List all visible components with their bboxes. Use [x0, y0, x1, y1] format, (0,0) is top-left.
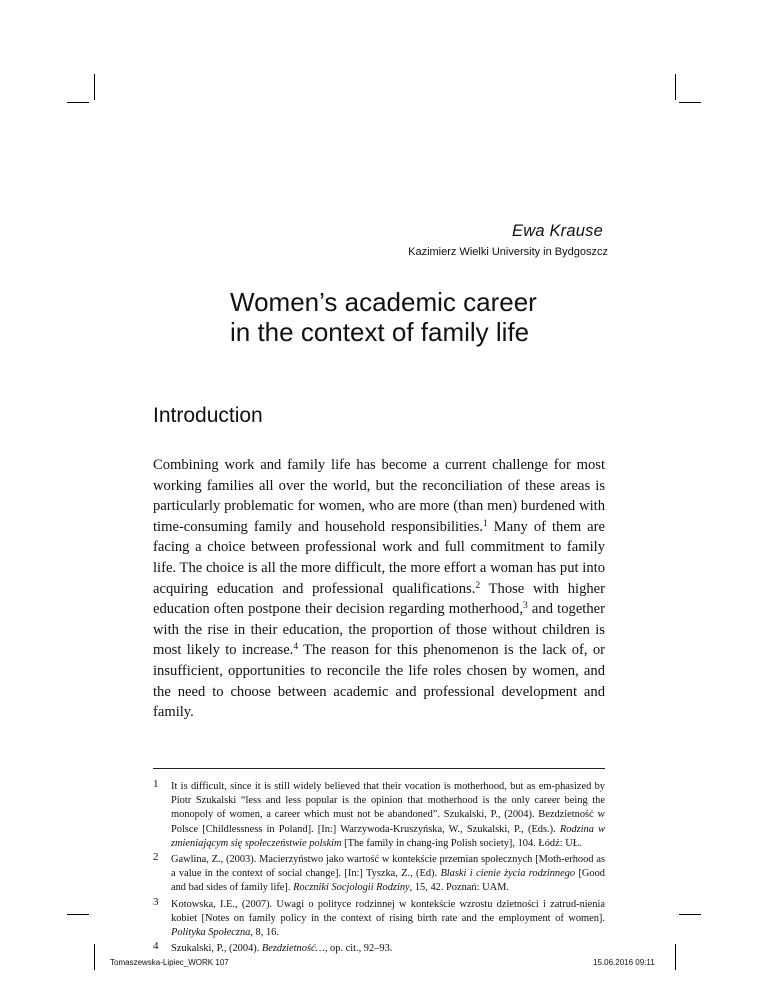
crop-mark-top-right-h — [679, 102, 701, 103]
footnote-ref-2: 2 — [475, 580, 481, 591]
section-heading: Introduction — [153, 404, 263, 427]
author-affiliation: Kazimierz Wielki University in Bydgoszcz — [408, 246, 608, 258]
crop-mark-bottom-left-h — [67, 914, 89, 915]
footnote-separator — [153, 768, 605, 769]
footnote-4 — [153, 942, 605, 956]
title-line-1: Women’s academic career — [230, 287, 537, 317]
footnote-2 — [153, 853, 605, 896]
footnote-text: , 8, 16. — [250, 927, 279, 939]
footnote-italic: Polityka Społeczna — [171, 927, 251, 939]
footnote-text: Szukalski, P., (2004). — [171, 943, 262, 955]
crop-mark-top-left-h — [67, 102, 89, 103]
footnote-text: , op. cit., 92–93. — [324, 943, 393, 955]
crop-mark-top-right-v — [675, 74, 676, 100]
footnotes-list — [153, 780, 605, 958]
title-line-2: in the context of family life — [230, 317, 530, 347]
crop-mark-bottom-right-v — [675, 944, 676, 970]
body-text-3: Those with higher education often postpone their decision regarding motherhood, — [153, 580, 606, 618]
footer-filename: Tomaszewska-Lipiec_WORK 107 — [110, 958, 229, 967]
footnote-italic: Bezdzietność… — [261, 943, 325, 955]
footnote-1 — [153, 780, 605, 851]
author-name: Ewa Krause — [512, 222, 603, 240]
footnote-text: [The family in chang-ing Polish society], 104. Łódź: UŁ. — [341, 837, 582, 849]
crop-mark-bottom-right-h — [679, 914, 701, 915]
footnote-number: 4 — [153, 940, 159, 953]
body-text-1: Combining work and family life has become a current challenge for most working families all over the world, but the reconciliation of these areas is particularly problematic for women, who are more (than men) burdened with time-consuming family and household responsibilities. — [153, 457, 605, 535]
footnote-ref-3: 3 — [522, 601, 528, 612]
footnote-text: Kotowska, I.E., (2007). Uwagi o polityce rodzinnej w kontekście wzrostu dzietności i zatrud-nienia kobiet [Notes on family policy in the context of rising birth rate and the employment of women]. — [171, 898, 605, 924]
body-text-4: and together with the rise in their education, the proportion of those without children is most likely to increase. — [153, 601, 605, 659]
crop-mark-bottom-left-v — [94, 944, 95, 970]
footnote-italic: Rodzina w zmieniającym się społeczeństwie polskim — [171, 823, 606, 849]
footnote-number: 1 — [153, 778, 159, 790]
footer-timestamp: 15.06.2016 09:11 — [593, 958, 655, 967]
footnote-number: 2 — [153, 851, 159, 864]
footnote-number: 3 — [153, 895, 159, 908]
body-text-2: Many of them are facing a choice between professional work and full commitment to family life. The choice is all the more difficult, the more effort a woman has put into acquiring education and professional qualifications. — [153, 518, 605, 597]
footnote-text: Gawlina, Z., (2003). Macierzyństwo jako wartość w kontekście przemian społecznych [Moth-erhood as a value in the context of social change]. [In:] Tyszka, Z., (Ed). — [171, 854, 605, 880]
footnote-italic: Blaski i cienie życia rodzinnego — [440, 868, 576, 880]
body-text-5: The reason for this phenomenon is the lack of, or insufficient, opportunities to reconcile the life roles chosen by women, and the need to choose between academic and professional development and family. — [153, 642, 605, 721]
footnote-text: , 15, 42. Poznań: UAM. — [409, 882, 509, 894]
footnote-text: [Good and bad sides of family life]. — [171, 868, 605, 894]
footnote-ref-4: 4 — [293, 642, 299, 653]
footnote-ref-1: 1 — [483, 518, 488, 529]
footnote-text: It is difficult, since it is still widely believed that their vocation is motherhood, but as em-phasized by Piotr Szukalski “less and less popular is the opinion that motherhood is the only career being the monopoly of women, a career which must not be abandoned”. Szukalski, P., (2004). Bezdzietność w Polsce [Childlessness in Poland]. [In:] Warzywoda-Kruszyńska, W., Szukalski, P., (Eds.). — [171, 781, 605, 835]
paper-title — [230, 287, 537, 347]
footnote-3 — [153, 895, 605, 941]
crop-mark-top-left-v — [94, 74, 95, 100]
footnote-italic: Roczniki Socjologii Rodziny — [293, 882, 410, 894]
body-paragraph — [153, 455, 605, 723]
